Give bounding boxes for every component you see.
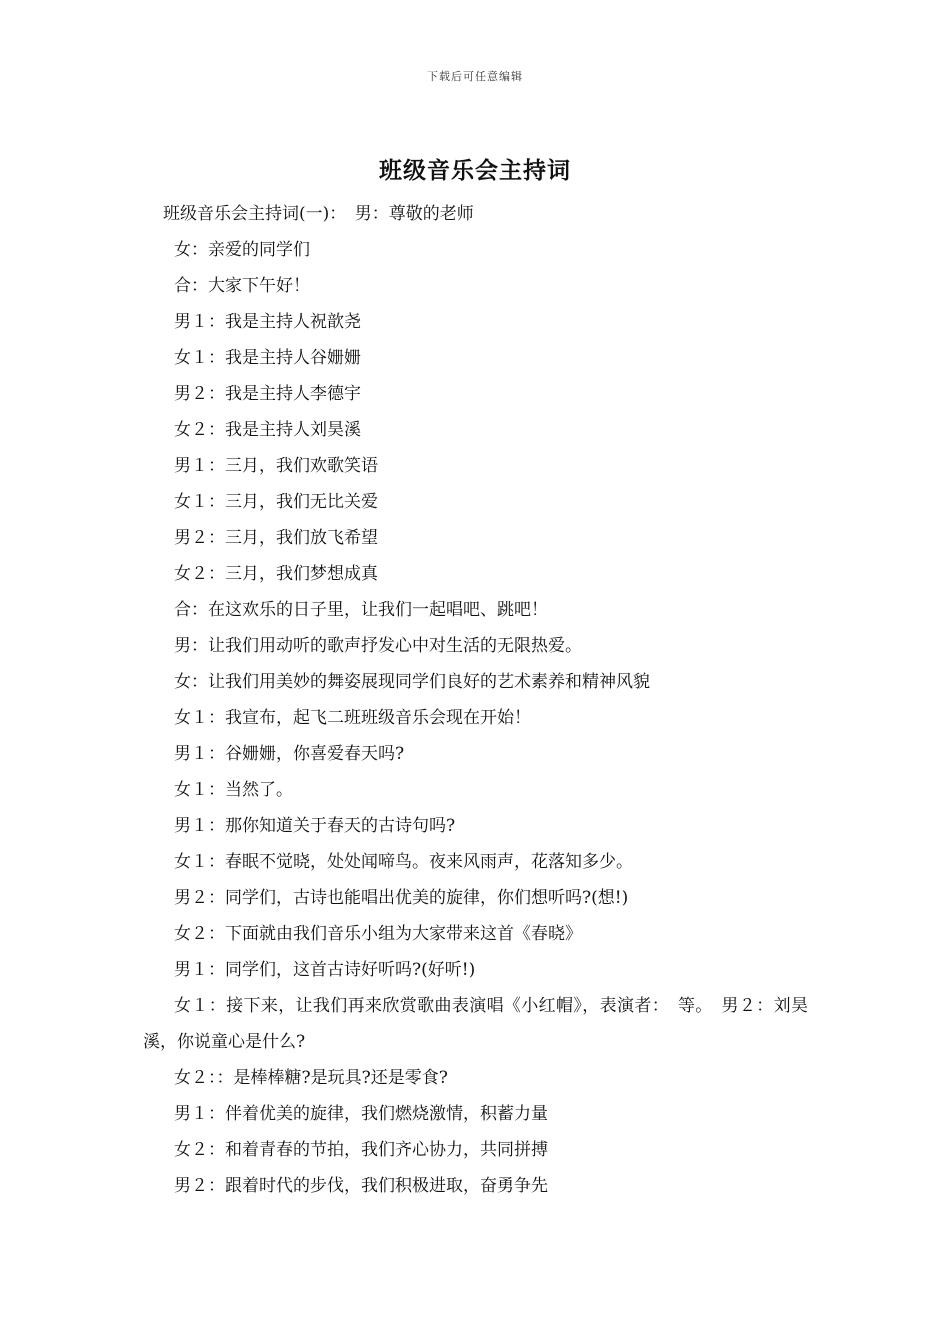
paragraph: 女２：和着青春的节拍，我们齐心协力，共同拼搏 [174,1140,548,1160]
paragraph: 女２：：是棒棒糖?是玩具?还是零食? [174,1068,448,1088]
paragraph: 女１：我宣布，起飞二班班级音乐会现在开始！ [174,708,531,728]
paragraph: 男１：伴着优美的旋律，我们燃烧激情，积蓄力量 [174,1104,548,1124]
document-body [143,196,808,1204]
page-header-note: 下载后可任意编辑 [427,70,523,83]
paragraph: 男２：同学们，古诗也能唱出优美的旋律，你们想听吗?(想!) [174,888,629,908]
paragraph: 女１：春眠不觉晓，处处闻啼鸟。夜来风雨声，花落知多少。 [174,852,633,872]
paragraph: 女１：接下来，让我们再来欣赏歌曲表演唱《小红帽》，表演者： 等。 男２：刘昊溪，你说童心是什么? [143,996,808,1052]
document-title: 班级音乐会主持词 [379,157,571,184]
paragraph: 合：大家下午好！ [174,276,310,296]
paragraph: 男２：我是主持人李德宇 [174,384,361,404]
paragraph: 班级音乐会主持词(一)： 男：尊敬的老师 [163,204,474,224]
paragraph: 女１：当然了。 [174,780,293,800]
paragraph: 女２：三月，我们梦想成真 [174,564,378,584]
paragraph: 女２：我是主持人刘昊溪 [174,420,361,440]
paragraph: 男１：我是主持人祝歆尧 [174,312,361,332]
paragraph: 男２：跟着时代的步伐，我们积极进取，奋勇争先 [174,1176,548,1196]
paragraph: 女１：我是主持人谷姗姗 [174,348,361,368]
paragraph: 女：亲爱的同学们 [174,240,310,260]
paragraph: 女：让我们用美妙的舞姿展现同学们良好的艺术素养和精神风貌 [174,672,650,692]
paragraph: 男：让我们用动听的歌声抒发心中对生活的无限热爱。 [174,636,582,656]
paragraph: 合：在这欢乐的日子里，让我们一起唱吧、跳吧！ [174,600,548,620]
paragraph: 女１：三月，我们无比关爱 [174,492,378,512]
paragraph: 男１：三月，我们欢歌笑语 [174,456,378,476]
paragraph: 男１：同学们，这首古诗好听吗?(好听!) [174,960,476,980]
paragraph: 男１：那你知道关于春天的古诗句吗? [174,816,456,836]
paragraph: 女２：下面就由我们音乐小组为大家带来这首《春晓》 [174,924,582,944]
paragraph: 男２：三月，我们放飞希望 [174,528,378,548]
paragraph: 男１：谷姗姗，你喜爱春天吗? [174,744,405,764]
